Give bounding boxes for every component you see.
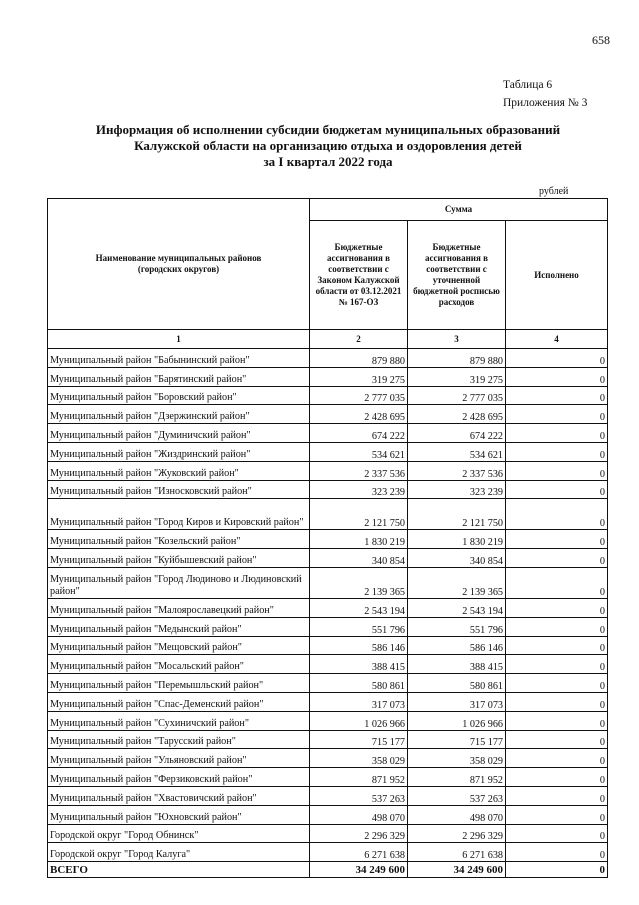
district-name: Муниципальный район "Тарусский район"	[48, 730, 310, 749]
roster-allocation-value: 2 337 536	[408, 461, 506, 480]
executed-value: 0	[506, 730, 608, 749]
law-allocation-value: 1 026 966	[310, 711, 408, 730]
appendix-label: Приложения № 3	[503, 97, 588, 109]
roster-allocation-value: 674 222	[408, 424, 506, 443]
header-sum-group: Сумма	[310, 199, 608, 221]
table-row	[48, 692, 608, 711]
table-row	[48, 655, 608, 674]
roster-allocation-value: 498 070	[408, 805, 506, 824]
district-name: Муниципальный район "Хвастовичский район"	[48, 786, 310, 805]
table-row	[48, 530, 608, 549]
roster-allocation-value: 537 263	[408, 786, 506, 805]
table-row	[48, 843, 608, 862]
law-allocation-value: 534 621	[310, 442, 408, 461]
district-name: Муниципальный район "Спас-Деменский район"	[48, 692, 310, 711]
district-name: Муниципальный район "Сухиничский район"	[48, 711, 310, 730]
table-row	[48, 442, 608, 461]
roster-allocation-value: 879 880	[408, 349, 506, 368]
executed-value: 0	[506, 655, 608, 674]
table-row	[48, 424, 608, 443]
district-name: Городской округ "Город Обнинск"	[48, 824, 310, 843]
district-name: Городской округ "Город Калуга"	[48, 843, 310, 862]
executed-value: 0	[506, 461, 608, 480]
executed-value: 0	[506, 349, 608, 368]
executed-value: 0	[506, 617, 608, 636]
total-label: ВСЕГО	[48, 862, 310, 878]
executed-value: 0	[506, 480, 608, 499]
law-allocation-value: 2 121 750	[310, 499, 408, 530]
roster-allocation-value: 2 296 329	[408, 824, 506, 843]
law-allocation-value: 317 073	[310, 692, 408, 711]
column-number: 3	[408, 330, 506, 349]
law-allocation-value: 1 830 219	[310, 530, 408, 549]
header-name-column: Наименование муниципальных районов (городских округов)	[48, 199, 310, 330]
header-executed-column: Исполнено	[506, 221, 608, 330]
column-number: 4	[506, 330, 608, 349]
law-allocation-value: 498 070	[310, 805, 408, 824]
law-allocation-value: 586 146	[310, 636, 408, 655]
column-number: 1	[48, 330, 310, 349]
subsidy-table	[47, 198, 608, 878]
district-name: Муниципальный район "Боровский район"	[48, 386, 310, 405]
header-roster-column: Бюджетные ассигнования в соответствии с уточненной бюджетной росписью расходов	[408, 221, 506, 330]
roster-allocation-value: 2 121 750	[408, 499, 506, 530]
law-allocation-value: 2 296 329	[310, 824, 408, 843]
law-allocation-value: 580 861	[310, 674, 408, 693]
table-row	[48, 405, 608, 424]
district-name: Муниципальный район "Перемышльский район"	[48, 674, 310, 693]
roster-allocation-value: 534 621	[408, 442, 506, 461]
table-row	[48, 461, 608, 480]
district-name: Муниципальный район "Дзержинский район"	[48, 405, 310, 424]
table-body	[48, 349, 608, 862]
district-name: Муниципальный район "Бабынинский район"	[48, 349, 310, 368]
law-allocation-value: 323 239	[310, 480, 408, 499]
executed-value: 0	[506, 843, 608, 862]
roster-allocation-value: 317 073	[408, 692, 506, 711]
executed-value: 0	[506, 405, 608, 424]
executed-value: 0	[506, 598, 608, 617]
roster-allocation-value: 715 177	[408, 730, 506, 749]
title-line: Информация об исполнении субсидии бюджетам муниципальных образований	[95, 122, 561, 137]
law-allocation-value: 879 880	[310, 349, 408, 368]
executed-value: 0	[506, 567, 608, 598]
executed-value: 0	[506, 674, 608, 693]
law-allocation-value: 2 428 695	[310, 405, 408, 424]
table-row	[48, 824, 608, 843]
law-allocation-value: 358 029	[310, 749, 408, 768]
table-row	[48, 367, 608, 386]
law-allocation-value: 551 796	[310, 617, 408, 636]
law-allocation-value: 2 139 365	[310, 567, 408, 598]
executed-value: 0	[506, 386, 608, 405]
district-name: Муниципальный район "Юхновский район"	[48, 805, 310, 824]
total-roster-value: 34 249 600	[408, 862, 506, 878]
law-allocation-value: 2 777 035	[310, 386, 408, 405]
total-row	[48, 862, 608, 878]
executed-value: 0	[506, 749, 608, 768]
title-line: Калужской области на организацию отдыха и оздоровления детей	[134, 138, 522, 153]
column-number: 2	[310, 330, 408, 349]
header-law-column: Бюджетные ассигнования в соответствии с Законом Калужской области от 03.12.2021 № 167-ОЗ	[310, 221, 408, 330]
roster-allocation-value: 2 139 365	[408, 567, 506, 598]
district-name: Муниципальный район "Город Людиново и Людиновский район"	[48, 567, 310, 598]
district-name: Муниципальный район "Барятинский район"	[48, 367, 310, 386]
roster-allocation-value: 358 029	[408, 749, 506, 768]
executed-value: 0	[506, 768, 608, 787]
roster-allocation-value: 2 543 194	[408, 598, 506, 617]
district-name: Муниципальный район "Износковский район"	[48, 480, 310, 499]
table-row	[48, 768, 608, 787]
roster-allocation-value: 586 146	[408, 636, 506, 655]
table-row	[48, 617, 608, 636]
roster-allocation-value: 340 854	[408, 549, 506, 568]
executed-value: 0	[506, 549, 608, 568]
executed-value: 0	[506, 692, 608, 711]
district-name: Муниципальный район "Ферзиковский район"	[48, 768, 310, 787]
district-name: Муниципальный район "Думиничский район"	[48, 424, 310, 443]
district-name: Муниципальный район "Мещовский район"	[48, 636, 310, 655]
executed-value: 0	[506, 636, 608, 655]
total-law-value: 34 249 600	[310, 862, 408, 878]
executed-value: 0	[506, 367, 608, 386]
total-executed-value: 0	[506, 862, 608, 878]
district-name: Муниципальный район "Жуковский район"	[48, 461, 310, 480]
table-row	[48, 805, 608, 824]
law-allocation-value: 388 415	[310, 655, 408, 674]
table-row	[48, 386, 608, 405]
district-name: Муниципальный район "Мосальский район"	[48, 655, 310, 674]
roster-allocation-value: 319 275	[408, 367, 506, 386]
title-line: за I квартал 2022 года	[263, 154, 393, 169]
roster-allocation-value: 551 796	[408, 617, 506, 636]
roster-allocation-value: 323 239	[408, 480, 506, 499]
law-allocation-value: 715 177	[310, 730, 408, 749]
roster-allocation-value: 2 777 035	[408, 386, 506, 405]
table-row	[48, 480, 608, 499]
roster-allocation-value: 580 861	[408, 674, 506, 693]
executed-value: 0	[506, 786, 608, 805]
law-allocation-value: 340 854	[310, 549, 408, 568]
district-name: Муниципальный район "Медынский район"	[48, 617, 310, 636]
currency-unit: рублей	[539, 186, 569, 197]
table-row	[48, 549, 608, 568]
roster-allocation-value: 1 026 966	[408, 711, 506, 730]
table-row	[48, 711, 608, 730]
roster-allocation-value: 1 830 219	[408, 530, 506, 549]
roster-allocation-value: 6 271 638	[408, 843, 506, 862]
executed-value: 0	[506, 442, 608, 461]
law-allocation-value: 319 275	[310, 367, 408, 386]
table-row	[48, 567, 608, 598]
law-allocation-value: 6 271 638	[310, 843, 408, 862]
roster-allocation-value: 388 415	[408, 655, 506, 674]
district-name: Муниципальный район "Жиздринский район"	[48, 442, 310, 461]
table-row	[48, 499, 608, 530]
table-row	[48, 749, 608, 768]
law-allocation-value: 537 263	[310, 786, 408, 805]
table-label: Таблица 6	[503, 79, 553, 91]
table-row	[48, 730, 608, 749]
roster-allocation-value: 2 428 695	[408, 405, 506, 424]
district-name: Муниципальный район "Ульяновский район"	[48, 749, 310, 768]
law-allocation-value: 871 952	[310, 768, 408, 787]
table-row	[48, 636, 608, 655]
law-allocation-value: 2 543 194	[310, 598, 408, 617]
law-allocation-value: 674 222	[310, 424, 408, 443]
district-name: Муниципальный район "Козельский район"	[48, 530, 310, 549]
table-row	[48, 786, 608, 805]
district-name: Муниципальный район "Малоярославецкий район"	[48, 598, 310, 617]
roster-allocation-value: 871 952	[408, 768, 506, 787]
executed-value: 0	[506, 424, 608, 443]
executed-value: 0	[506, 711, 608, 730]
district-name: Муниципальный район "Куйбышевский район"	[48, 549, 310, 568]
executed-value: 0	[506, 530, 608, 549]
district-name: Муниципальный район "Город Киров и Кировский район"	[48, 499, 310, 530]
executed-value: 0	[506, 805, 608, 824]
table-row	[48, 349, 608, 368]
law-allocation-value: 2 337 536	[310, 461, 408, 480]
document-title	[60, 122, 596, 170]
executed-value: 0	[506, 824, 608, 843]
page-number: 658	[592, 33, 610, 47]
table-row	[48, 674, 608, 693]
table-row	[48, 598, 608, 617]
executed-value: 0	[506, 499, 608, 530]
